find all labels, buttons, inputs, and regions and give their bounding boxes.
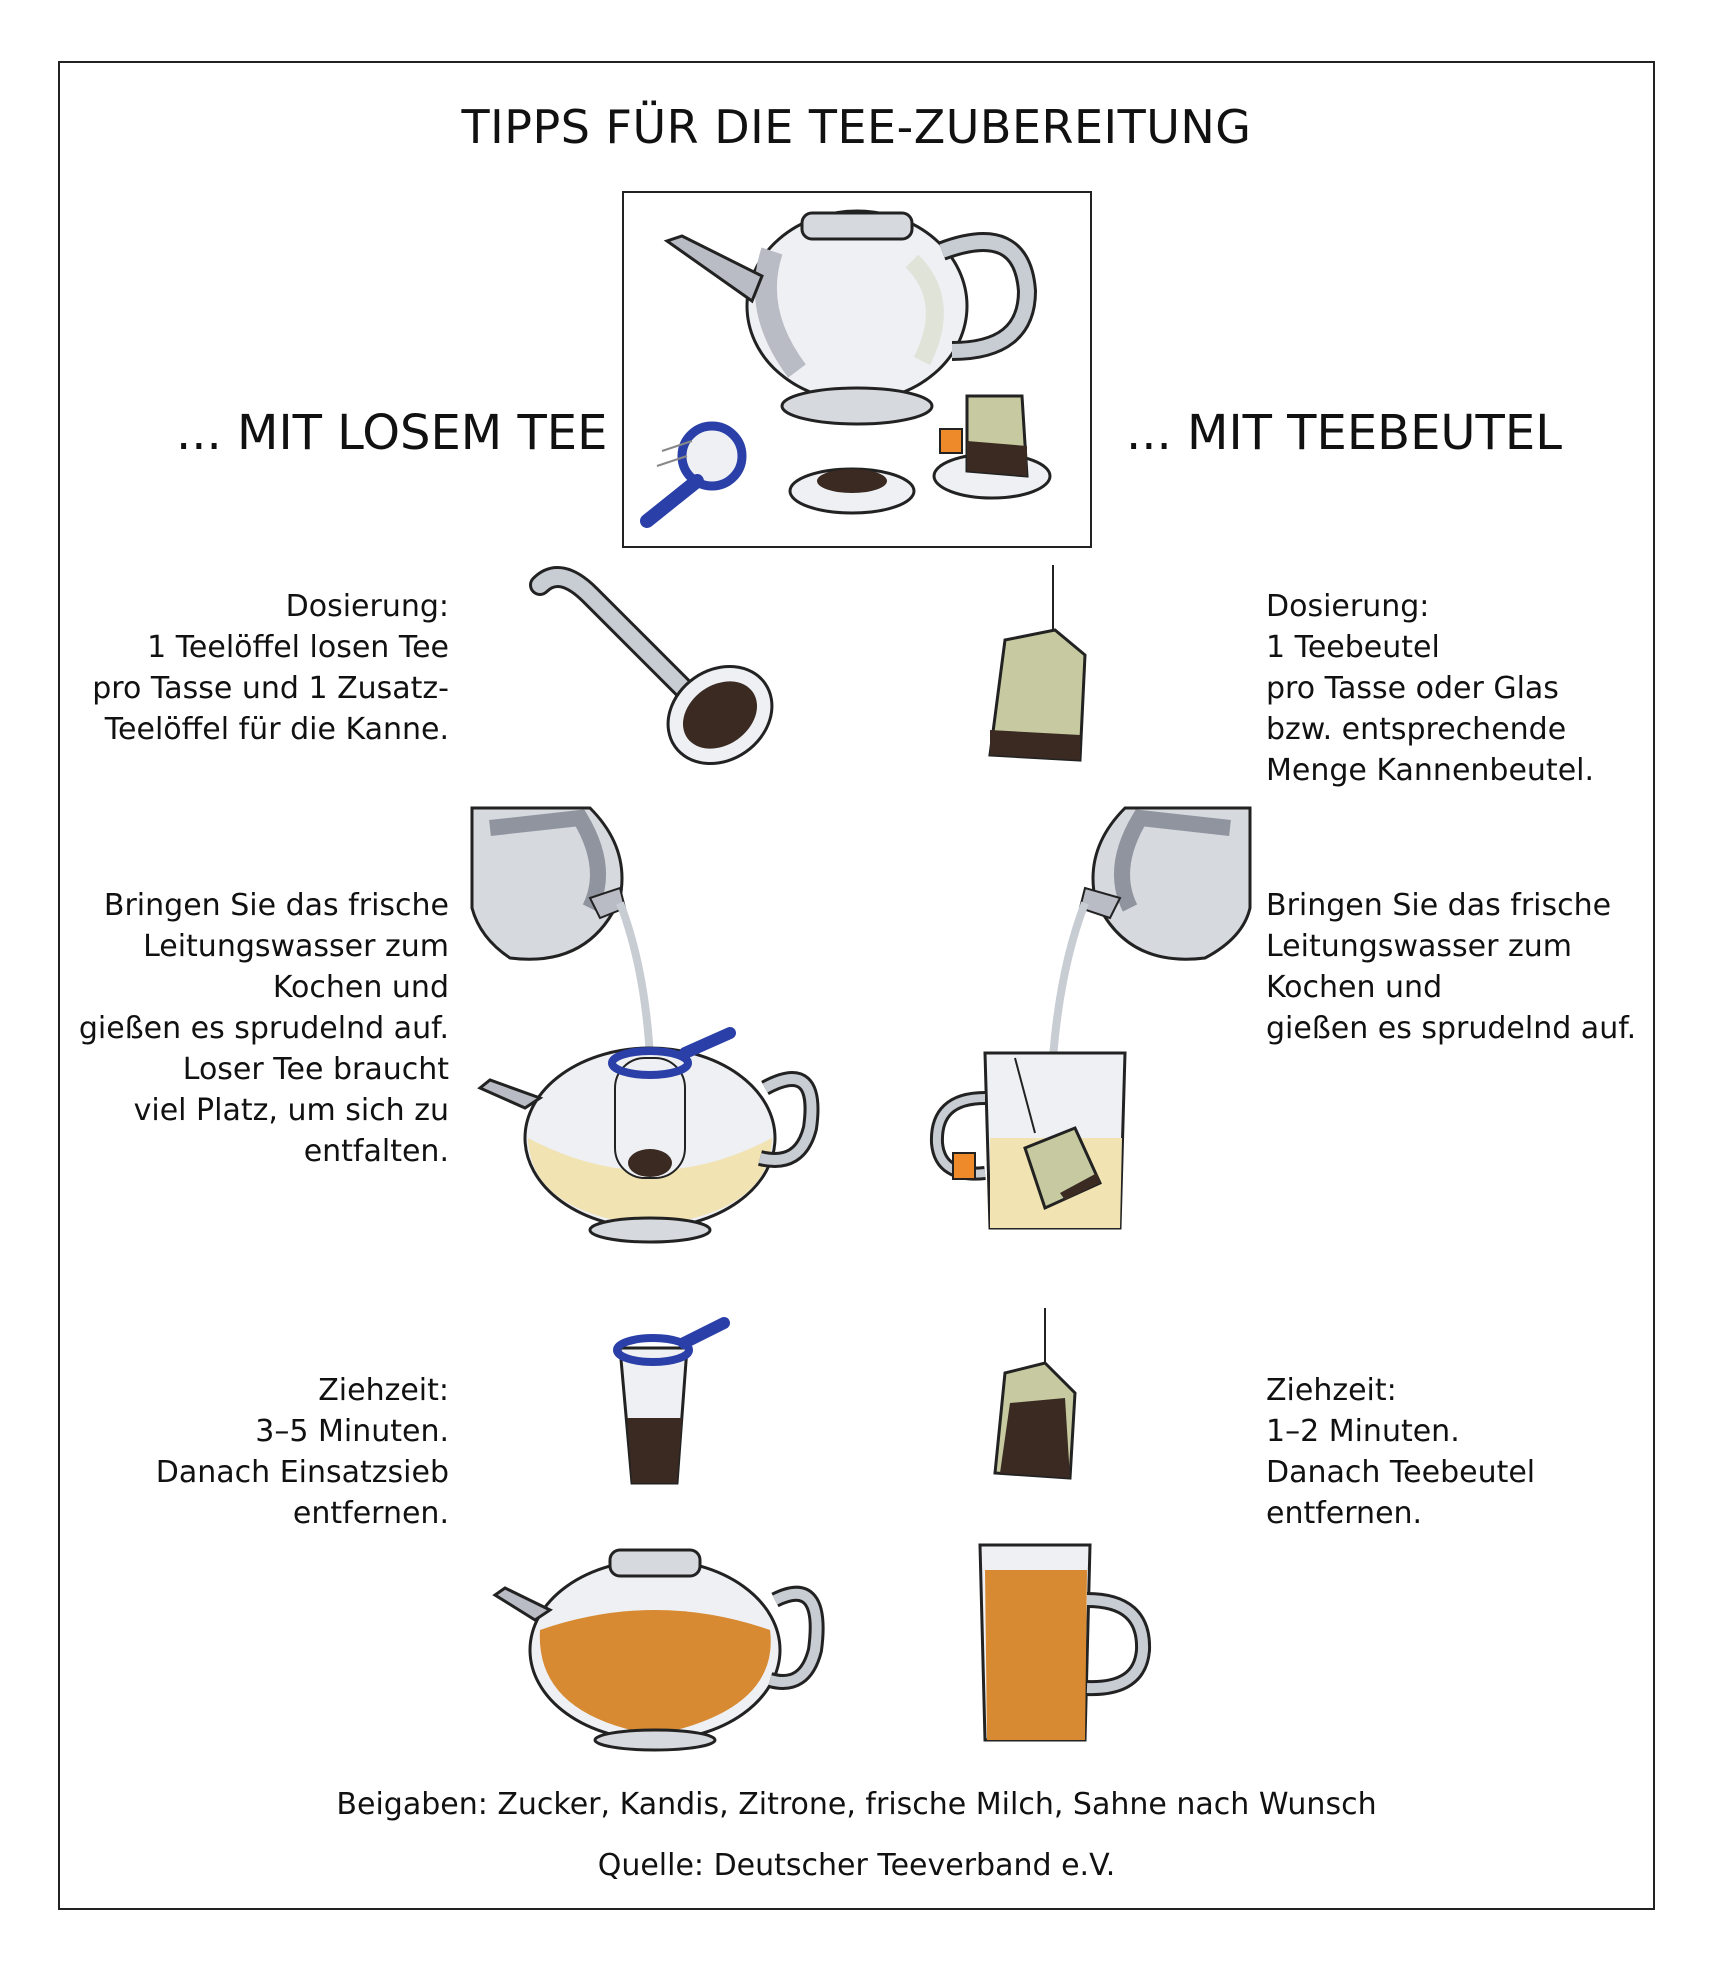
loose-water-line: viel Platz, um sich zu xyxy=(133,1093,449,1128)
bag-dosage-line: pro Tasse oder Glas xyxy=(1266,671,1559,706)
strainer-removed-icon xyxy=(612,1318,732,1493)
loose-steep-line: 3–5 Minuten. xyxy=(255,1414,449,1449)
loose-water-line: gießen es sprudelnd auf. xyxy=(78,1011,449,1046)
bag-dosage-line: Dosierung: xyxy=(1266,589,1430,624)
loose-steep-line: Danach Einsatzsieb xyxy=(155,1455,449,1490)
bag-water-text xyxy=(1266,885,1636,1049)
loose-steep-line: entfernen. xyxy=(292,1496,449,1531)
loose-dosage-line: Dosierung: xyxy=(285,589,449,624)
brewed-teapot-icon xyxy=(490,1540,820,1750)
bag-dosage-line: Menge Kannenbeutel. xyxy=(1266,753,1595,788)
loose-water-line: Bringen Sie das frische xyxy=(103,888,449,923)
bag-steep-line: Danach Teebeutel xyxy=(1266,1455,1536,1490)
bag-water-line: Bringen Sie das frische xyxy=(1266,888,1612,923)
loose-water-line: entfalten. xyxy=(303,1134,449,1169)
bag-dosage-text xyxy=(1266,586,1594,791)
loose-steep-line: Ziehzeit: xyxy=(318,1373,449,1408)
loose-water-line: Leitungswasser zum xyxy=(143,929,449,964)
teabag-icon xyxy=(975,565,1095,775)
loose-dosage-line: pro Tasse und 1 Zusatz- xyxy=(92,671,449,706)
bag-dosage-line: bzw. entsprechende xyxy=(1266,712,1567,747)
right-column-heading: ... MIT TEEBEUTEL xyxy=(1126,405,1562,461)
brewed-glass-icon xyxy=(975,1540,1155,1750)
bag-steep-line: entfernen. xyxy=(1266,1496,1423,1531)
loose-water-line: Kochen und xyxy=(272,970,449,1005)
loose-steep-text xyxy=(156,1370,449,1534)
bag-steep-text xyxy=(1266,1370,1535,1534)
teapot-with-strainer-and-bag-icon xyxy=(622,191,1092,548)
bag-steep-line: 1–2 Minuten. xyxy=(1266,1414,1460,1449)
loose-water-line: Loser Tee braucht xyxy=(182,1052,449,1087)
bag-water-line: gießen es sprudelnd auf. xyxy=(1266,1011,1637,1046)
teabag-removed-icon xyxy=(985,1308,1085,1483)
spoon-with-tea-icon xyxy=(530,565,790,775)
loose-water-text xyxy=(79,885,449,1172)
page-title: TIPPS FÜR DIE TEE-ZUBEREITUNG xyxy=(461,100,1252,154)
bag-dosage-line: 1 Teebeutel xyxy=(1266,630,1440,665)
kettle-pouring-left-icon xyxy=(470,808,830,1258)
extras-line: Beigaben: Zucker, Kandis, Zitrone, frische Milch, Sahne nach Wunsch xyxy=(336,1787,1377,1822)
loose-dosage-line: 1 Teelöffel losen Tee xyxy=(147,630,449,665)
left-column-heading: ... MIT LOSEM TEE xyxy=(176,405,608,461)
loose-dosage-text xyxy=(92,586,449,750)
loose-dosage-line: Teelöffel für die Kanne. xyxy=(104,712,449,747)
bag-water-line: Leitungswasser zum xyxy=(1266,929,1572,964)
source-line: Quelle: Deutscher Teeverband e.V. xyxy=(597,1848,1116,1883)
kettle-pouring-right-icon xyxy=(925,808,1255,1248)
bag-water-line: Kochen und xyxy=(1266,970,1443,1005)
bag-steep-line: Ziehzeit: xyxy=(1266,1373,1397,1408)
